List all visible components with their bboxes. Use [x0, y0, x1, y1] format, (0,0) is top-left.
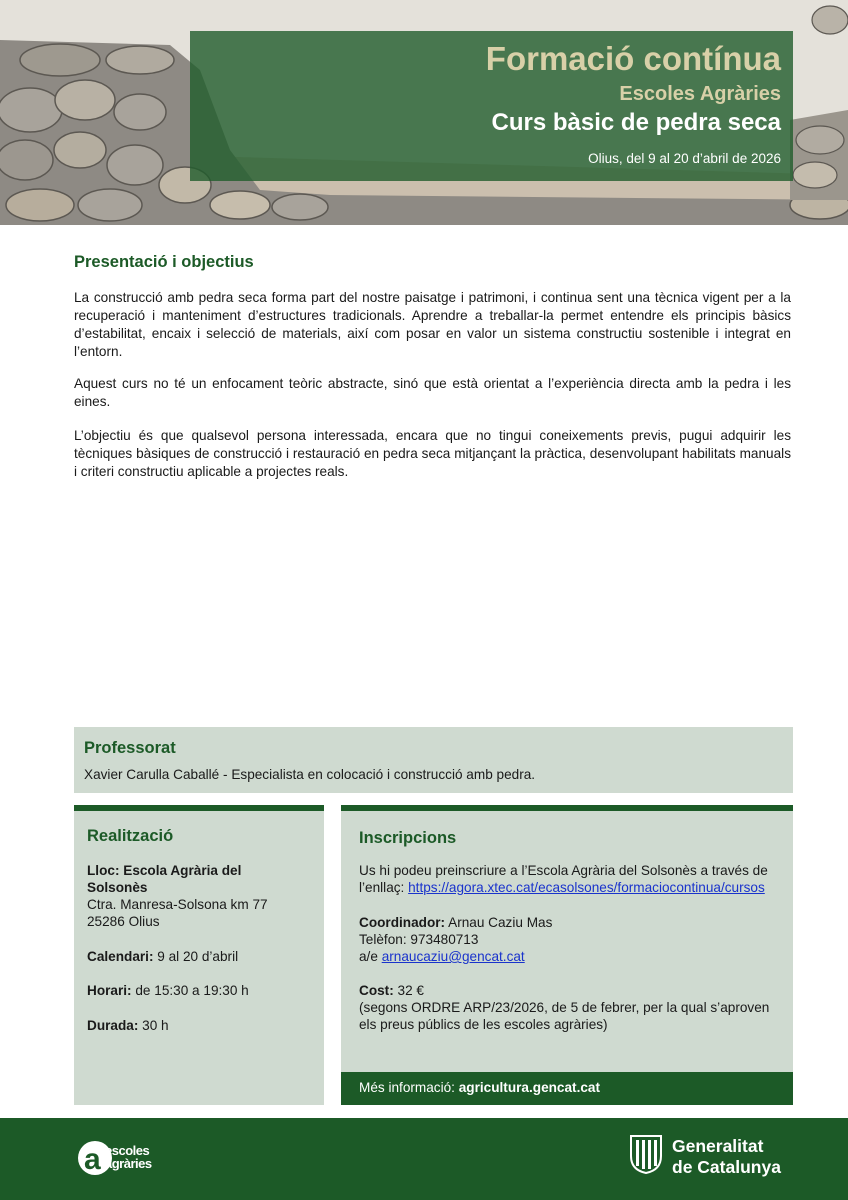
- cost-label: Cost:: [359, 983, 394, 998]
- professorat-title: Professorat: [84, 739, 176, 757]
- footer: [0, 1118, 848, 1200]
- calendar: [87, 948, 302, 965]
- presentation-title: Presentació i objectius: [74, 253, 254, 271]
- venue-address: Ctra. Manresa-Solsona km 77 25286 Olius: [87, 897, 268, 929]
- venue: [87, 862, 302, 930]
- generalitat-wordmark: [672, 1136, 781, 1178]
- realitzacio-title: Realització: [87, 827, 174, 845]
- calendar-label: Calendari:: [87, 949, 154, 964]
- generalitat-line1: Generalitat: [672, 1136, 764, 1156]
- calendar-value: 9 al 20 d’abril: [157, 949, 239, 964]
- venue-label: Lloc: Escola Agrària del Solsonès: [87, 863, 242, 895]
- duration-value: 30 h: [142, 1018, 169, 1033]
- inscripcions-title: Inscripcions: [359, 829, 457, 847]
- header-banner: [190, 31, 793, 181]
- enrollment-intro: Us hi podeu preinscriure a l’Escola Agrària del Solsonès a través de l’enllaç:: [359, 863, 768, 895]
- cost-info: [359, 982, 789, 1033]
- enrollment-link[interactable]: https://agora.xtec.cat/ecasolsones/formaciocontinua/cursos: [408, 880, 765, 895]
- enrollment-info: [359, 862, 789, 896]
- presentation-paragraph-3: L’objectiu és que qualsevol persona interessada, encara que no tingui coneixements previs, pugui adquirir les tècniques bàsiques de construcció i restauració en pedra seca mitjançant la pràctica, desenvolupant habilitats manuals i criteri constructiu aplicable a projectes reals.: [74, 428, 791, 479]
- realitzacio-box: [74, 805, 324, 1105]
- presentation-paragraph-1: La construcció amb pedra seca forma part del nostre paisatge i patrimoni, i continua sent una tècnica vigent per a la recuperació i manteniment d’estructures tradicionals. Aprendre a treballar-la permet entendre els principis bàsics d’estabilitat, encaix i selecció de materials, així com posar en valor un sistema constructiu sostenible i integrat en l’entorn.: [74, 290, 791, 359]
- teacher-name: Xavier Carulla Caballé - Especialista en colocació i construcció amb pedra.: [84, 767, 536, 782]
- more-info-website[interactable]: agricultura.gencat.cat: [458, 1080, 601, 1095]
- coordinator-email-link[interactable]: arnaucaziu@gencat.cat: [381, 949, 525, 964]
- escoles-wordmark-line2: agràries: [105, 1156, 152, 1171]
- escoles-agraries-logo: [75, 1136, 165, 1184]
- cost-note: (segons ORDRE ARP/23/2026, de 5 de febrer, per la qual s’aproven els preus públics de les escoles agràries): [359, 1000, 770, 1032]
- course-place-dates: Olius, del 9 al 20 d’abril de 2026: [588, 151, 781, 166]
- generalitat-logo: [628, 1134, 808, 1184]
- more-info-bar: [341, 1072, 793, 1105]
- presentation-paragraph-2: Aquest curs no té un enfocament teòric abstracte, sinó que està orientat a l’experiència directa amb la pedra i les eines.: [74, 376, 791, 409]
- cost-value: 32 €: [397, 983, 424, 998]
- more-info: [359, 1080, 600, 1095]
- schedule-label: Horari:: [87, 983, 132, 998]
- more-info-label: Més informació:: [359, 1080, 455, 1095]
- header-photo: [0, 0, 848, 225]
- duration: [87, 1017, 302, 1034]
- schedule-value: de 15:30 a 19:30 h: [135, 983, 249, 998]
- escoles-agraries-wordmark: [105, 1144, 152, 1170]
- coordinator-info: [359, 914, 789, 965]
- generalitat-line2: de Catalunya: [672, 1157, 781, 1177]
- inscripcions-box: [341, 805, 793, 1105]
- coordinator-name: Arnau Caziu Mas: [448, 915, 553, 930]
- escoles-wordmark-line1: escoles: [105, 1143, 150, 1158]
- generalitat-emblem-icon: [628, 1134, 664, 1174]
- course-title: Curs bàsic de pedra seca: [491, 109, 781, 136]
- coordinator-label: Coordinador:: [359, 915, 446, 930]
- duration-label: Durada:: [87, 1018, 139, 1033]
- svg-text:a: a: [84, 1143, 101, 1176]
- professorat-box: [74, 727, 793, 793]
- schedule: [87, 982, 302, 999]
- email-prefix: a/e: [359, 949, 378, 964]
- header-title: Formació contínua: [485, 40, 781, 77]
- header-org: Escoles Agràries: [619, 83, 781, 105]
- coordinator-phone: Telèfon: 973480713: [359, 932, 479, 947]
